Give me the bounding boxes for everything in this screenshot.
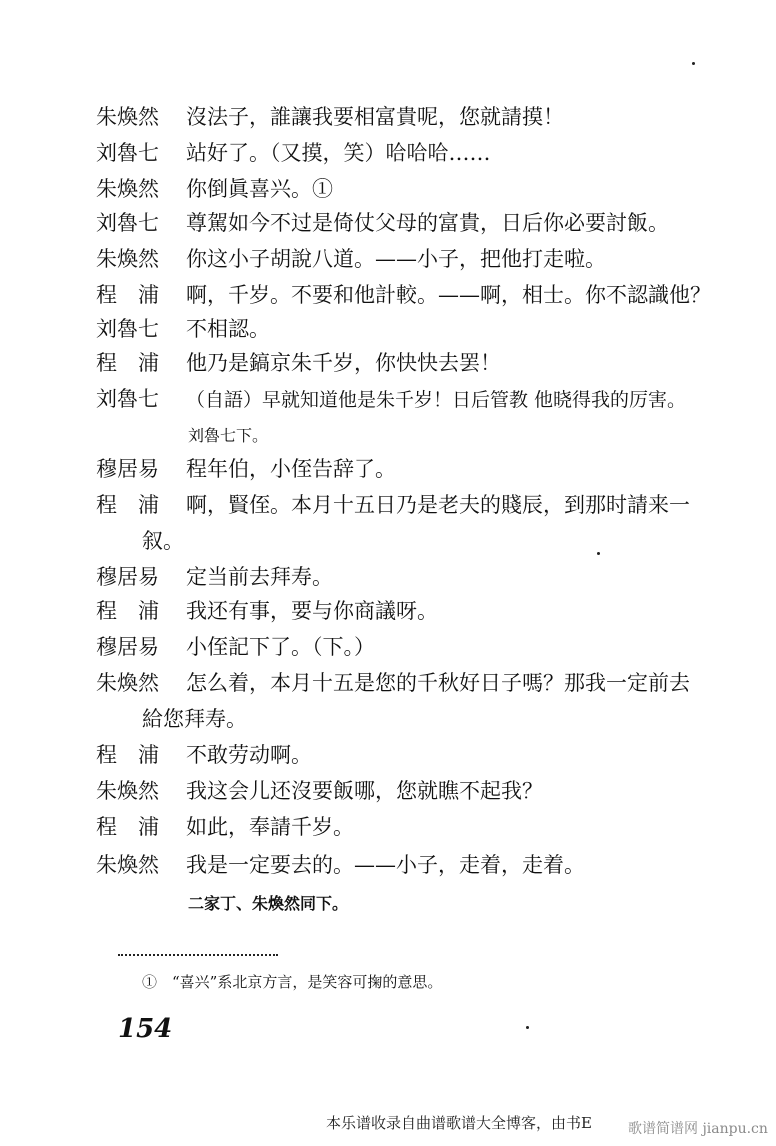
dialogue-line [96,174,716,204]
dialogue-line [96,632,716,662]
continuation-text: 叙。 [142,529,184,553]
dialogue-line [96,596,716,626]
stage-direction: 刘魯七下。 [188,426,269,445]
speech-text: 啊，賢侄。本月十五日乃是老夫的賤辰，到那时請来一 [186,493,690,517]
speech-text: 定当前去拜寿。 [186,565,333,589]
speech-text: 啊，千岁。不要和他計較。——啊，相士。你不認識他？ [186,283,711,307]
dialogue-line [96,776,716,806]
speck [692,62,695,65]
speaker-name: 朱煥然 [96,853,159,877]
speaker-name: 刘魯七 [96,141,159,165]
page-number: 154 [118,1014,173,1044]
speaker-name: 朱煥然 [96,105,159,129]
dialogue-line [96,348,716,378]
speech-text: 小侄記下了。（下。） [186,635,375,659]
speaker-name: 程 浦 [96,493,159,517]
dialogue-line [96,244,716,274]
speaker-name: 刘魯七 [96,211,159,235]
stage-direction: 二家丁、朱煥然同下。 [188,894,349,913]
dialogue-line [96,812,716,842]
dialogue-line [96,740,716,770]
speaker-name: 朱煥然 [96,247,159,271]
speech-text: 你这小子胡說八道。——小子，把他打走啦。 [186,247,606,271]
speech-text: 他乃是鎬京朱千岁，你快快去罢！ [186,351,501,375]
speech-text: 沒法子，誰讓我要相富貴呢，您就請摸！ [186,105,564,129]
speech-text: 站好了。（又摸，笑）哈哈哈…… [186,141,491,165]
speaker-name: 程 浦 [96,283,159,307]
speech-text: 我是一定要去的。——小子，走着，走着。 [186,853,585,877]
dialogue-line [96,280,716,310]
dialogue-line [96,490,716,520]
speaker-name: 程 浦 [96,743,159,767]
speaker-name: 程 浦 [96,351,159,375]
speech-text: 你倒眞喜兴。① [186,177,333,201]
dialogue-line [96,454,716,484]
speaker-name: 程 浦 [96,599,159,623]
footnote: ① “喜兴”系北京方言，是笑容可掬的意思。 [142,973,443,991]
dialogue-line [96,138,716,168]
dialogue-line [96,102,716,132]
continuation-text: 給您拜寿。 [142,707,247,731]
speaker-name: 朱煥然 [96,779,159,803]
speaker-name: 刘魯七 [96,387,159,411]
speaker-name: 穆居易 [96,457,159,481]
speech-text: 尊駕如今不过是倚仗父母的富貴，日后你必要討飯。 [186,211,669,235]
bottom-credit: 本乐谱收录自曲谱歌谱大全博客，由书E [326,1114,592,1132]
speaker-name: 穆居易 [96,635,159,659]
speech-text: （自語）早就知道他是朱千岁！日后管教 他晓得我的厉害。 [186,389,687,411]
speech-text: 不相認。 [186,317,270,341]
watermark: 歌谱简谱网 jianpu.cn [628,1121,768,1137]
dialogue-line [96,384,716,415]
footnote-divider [118,948,278,956]
speech-text: 程年伯，小侄告辞了。 [186,457,396,481]
speaker-name: 刘魯七 [96,317,159,341]
speck [597,552,600,555]
dialogue-line [96,208,716,238]
dialogue-line [96,850,716,880]
speech-text: 怎么着，本月十五是您的千秋好日子嗎？那我一定前去 [186,671,690,695]
speaker-name: 朱煥然 [96,671,159,695]
dialogue-line [96,668,716,698]
speck [526,1026,529,1029]
speech-text: 我这会儿还沒要飯哪，您就瞧不起我？ [186,779,543,803]
speech-text: 我还有事，要与你商議呀。 [186,599,438,623]
speaker-name: 程 浦 [96,815,159,839]
speaker-name: 朱煥然 [96,177,159,201]
speech-text: 如此，奉請千岁。 [186,815,354,839]
speaker-name: 穆居易 [96,565,159,589]
dialogue-line [96,314,716,344]
dialogue-line [96,562,716,592]
speech-text: 不敢劳动啊。 [186,743,312,767]
